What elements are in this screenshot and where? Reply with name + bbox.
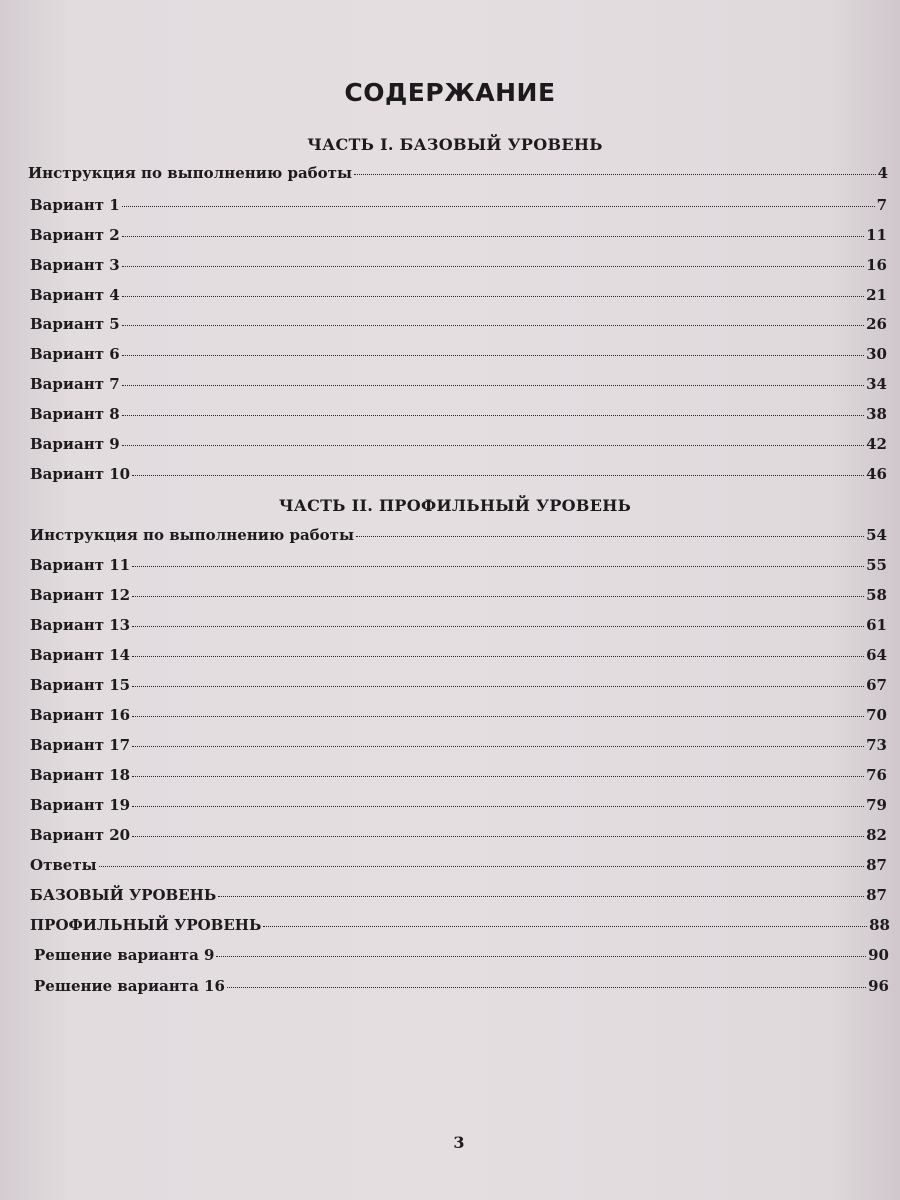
toc-leader-dots: [122, 415, 864, 416]
toc-entry-label: БАЗОВЫЙ УРОВЕНЬ: [30, 886, 217, 904]
toc-leader-dots: [122, 445, 864, 446]
toc-entry-variant-9[interactable]: [30, 435, 887, 453]
toc-entry-label: Вариант 9: [30, 435, 120, 453]
toc-entry-solution-16[interactable]: [34, 977, 889, 995]
toc-entry-label: Решение варианта 9: [34, 946, 215, 964]
toc-entry-label: Ответы: [30, 856, 97, 874]
toc-entry-variant-18[interactable]: [30, 766, 887, 784]
toc-entry-label: Вариант 14: [30, 646, 131, 664]
toc-entry-variant-10[interactable]: [30, 465, 887, 483]
toc-leader-dots: [132, 776, 864, 777]
toc-entry-page: 79: [866, 796, 887, 814]
toc-entry-label: Вариант 15: [30, 676, 131, 694]
toc-entry-variant-3[interactable]: [30, 256, 887, 274]
toc-entry-label: Вариант 7: [30, 375, 120, 393]
toc-leader-dots: [218, 896, 864, 897]
toc-entry-instructions-2[interactable]: [30, 526, 887, 544]
toc-entry-answers-basic[interactable]: [30, 886, 887, 904]
toc-leader-dots: [132, 836, 864, 837]
toc-entry-variant-4[interactable]: [30, 286, 887, 304]
toc-entry-page: 61: [866, 616, 887, 634]
toc-entry-label: Вариант 4: [30, 286, 120, 304]
toc-entry-variant-2[interactable]: [30, 226, 887, 244]
toc-entry-page: 76: [866, 766, 887, 784]
toc-leader-dots: [354, 174, 876, 175]
toc-entry-label: Вариант 17: [30, 736, 131, 754]
toc-entry-page: 88: [869, 916, 890, 934]
toc-entry-label: Вариант 8: [30, 405, 120, 423]
toc-entry-label: Решение варианта 16: [34, 977, 225, 995]
toc-entry-answers[interactable]: [30, 856, 887, 874]
toc-leader-dots: [132, 596, 864, 597]
toc-leader-dots: [132, 806, 864, 807]
toc-entry-page: 16: [866, 256, 887, 274]
toc-entry-variant-16[interactable]: [30, 706, 887, 724]
toc-leader-dots: [216, 956, 866, 957]
toc-entry-label: ПРОФИЛЬНЫЙ УРОВЕНЬ: [30, 916, 262, 934]
toc-entry-page: 4: [877, 164, 888, 182]
toc-leader-dots: [122, 296, 864, 297]
toc-entry-solution-9[interactable]: [34, 946, 889, 964]
toc-entry-label: Вариант 11: [30, 556, 131, 574]
toc-leader-dots: [132, 746, 864, 747]
toc-entry-variant-1[interactable]: [30, 196, 887, 214]
toc-entry-page: 67: [866, 676, 887, 694]
toc-leader-dots: [99, 866, 864, 867]
toc-entry-variant-11[interactable]: [30, 556, 887, 574]
toc-entry-variant-7[interactable]: [30, 375, 887, 393]
toc-entry-label: Вариант 10: [30, 465, 131, 483]
toc-leader-dots: [122, 206, 875, 207]
toc-entry-label: Вариант 19: [30, 796, 131, 814]
toc-entry-page: 82: [866, 826, 887, 844]
toc-entry-label: Вариант 1: [30, 196, 120, 214]
toc-entry-page: 54: [866, 526, 887, 544]
toc-leader-dots: [132, 566, 864, 567]
toc-entry-page: 96: [868, 977, 889, 995]
toc-entry-variant-15[interactable]: [30, 676, 887, 694]
toc-entry-label: Вариант 18: [30, 766, 131, 784]
toc-leader-dots: [122, 355, 864, 356]
toc-leader-dots: [132, 475, 864, 476]
toc-entry-page: 26: [866, 315, 887, 333]
toc-entry-variant-6[interactable]: [30, 345, 887, 363]
toc-leader-dots: [356, 536, 864, 537]
toc-leader-dots: [122, 266, 864, 267]
toc-leader-dots: [132, 686, 864, 687]
toc-entry-variant-19[interactable]: [30, 796, 887, 814]
toc-leader-dots: [263, 926, 867, 927]
toc-entry-variant-12[interactable]: [30, 586, 887, 604]
toc-entry-page: 87: [866, 886, 887, 904]
toc-leader-dots: [227, 987, 866, 988]
toc-entry-label: Вариант 2: [30, 226, 120, 244]
toc-entry-variant-14[interactable]: [30, 646, 887, 664]
page-title: СОДЕРЖАНИЕ: [344, 78, 556, 107]
toc-entry-page: 70: [866, 706, 887, 724]
toc-leader-dots: [132, 716, 864, 717]
toc-leader-dots: [132, 656, 864, 657]
toc-entry-label: Инструкция по выполнению работы: [30, 526, 355, 544]
toc-entry-label: Вариант 3: [30, 256, 120, 274]
toc-entry-variant-20[interactable]: [30, 826, 887, 844]
toc-entry-page: 58: [866, 586, 887, 604]
toc-entry-variant-13[interactable]: [30, 616, 887, 634]
toc-entry-page: 38: [866, 405, 887, 423]
toc-entry-page: 90: [868, 946, 889, 964]
page-number: 3: [453, 1133, 465, 1152]
toc-entry-variant-5[interactable]: [30, 315, 887, 333]
toc-entry-page: 87: [866, 856, 887, 874]
part-2-heading: ЧАСТЬ II. ПРОФИЛЬНЫЙ УРОВЕНЬ: [278, 496, 632, 515]
toc-leader-dots: [122, 325, 864, 326]
toc-entry-label: Вариант 6: [30, 345, 120, 363]
toc-entry-page: 64: [866, 646, 887, 664]
part-1-heading: ЧАСТЬ I. БАЗОВЫЙ УРОВЕНЬ: [307, 135, 603, 154]
toc-entry-page: 73: [866, 736, 887, 754]
toc-entry-page: 11: [866, 226, 887, 244]
toc-entry-page: 55: [866, 556, 887, 574]
toc-entry-page: 34: [866, 375, 887, 393]
toc-entry-label: Вариант 13: [30, 616, 131, 634]
toc-leader-dots: [122, 236, 864, 237]
toc-entry-label: Вариант 12: [30, 586, 131, 604]
toc-entry-instructions-1[interactable]: [28, 164, 888, 182]
toc-entry-label: Вариант 16: [30, 706, 131, 724]
toc-entry-page: 46: [866, 465, 887, 483]
toc-leader-dots: [122, 385, 864, 386]
toc-entry-variant-8[interactable]: [30, 405, 887, 423]
toc-entry-page: 7: [876, 196, 887, 214]
toc-entry-page: 21: [866, 286, 887, 304]
toc-entry-label: Инструкция по выполнению работы: [28, 164, 353, 182]
toc-entry-page: 42: [866, 435, 887, 453]
toc-entry-page: 30: [866, 345, 887, 363]
toc-entry-label: Вариант 5: [30, 315, 120, 333]
toc-entry-variant-17[interactable]: [30, 736, 887, 754]
toc-entry-answers-profile[interactable]: [30, 916, 890, 934]
toc-leader-dots: [132, 626, 864, 627]
toc-entry-label: Вариант 20: [30, 826, 131, 844]
